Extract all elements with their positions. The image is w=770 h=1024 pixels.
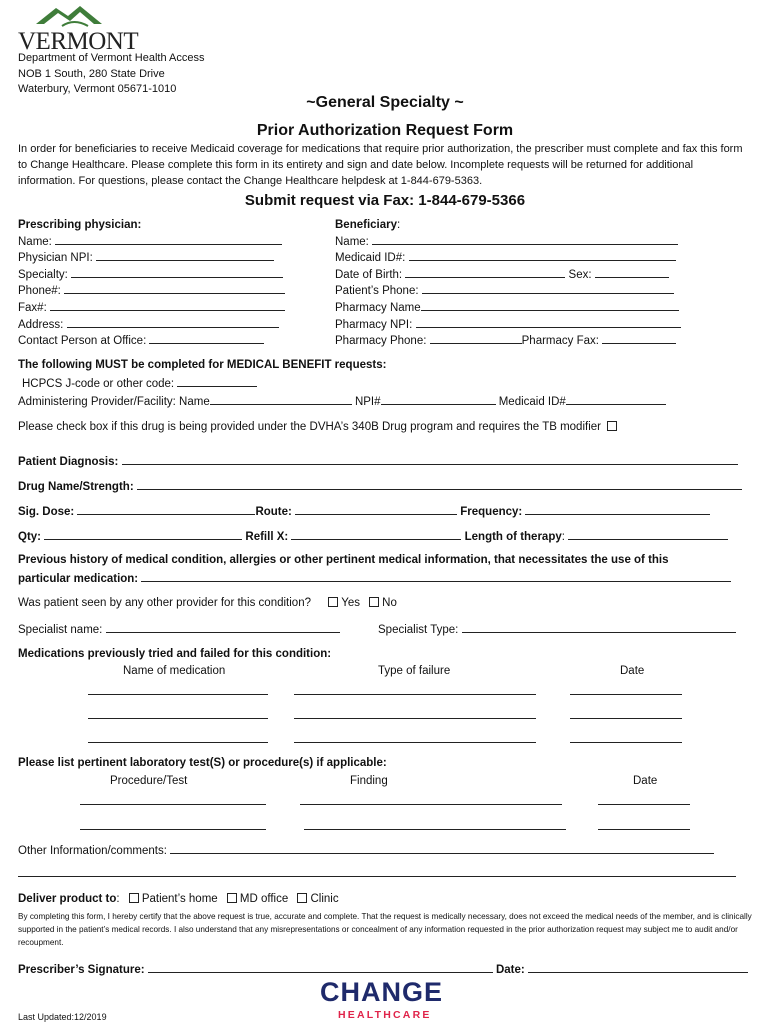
- patient-home-checkbox[interactable]: [129, 893, 139, 903]
- meds-col-name: Name of medication: [123, 665, 226, 677]
- qty-refill-length-field[interactable]: Qty: Refill X: Length of therapy:: [18, 529, 728, 543]
- patient-diagnosis-field[interactable]: Patient Diagnosis:: [18, 454, 738, 468]
- md-office-label: MD office: [239, 893, 289, 905]
- drug-name-field[interactable]: Drug Name/Strength:: [18, 479, 742, 493]
- change-healthcare-logo-sub: HEALTHCARE: [338, 1009, 432, 1021]
- vermont-wordmark: VERMONT: [18, 28, 139, 55]
- clinic-label: Clinic: [310, 893, 339, 905]
- department-name: Department of Vermont Health Access: [18, 52, 205, 64]
- other-info-field[interactable]: Other Information/comments:: [18, 843, 714, 857]
- intro-paragraph: In order for beneficiaries to receive Medicaid coverage for medications that require prior authorization, the prescriber must complete and fax this form to Change Healthcare. Please complete this form in its entirety and sign and date below. Incomplete requests will be returned for additional information. For questions, please contact the Change Healthcare helpdesk at 1-844-679-5363.: [18, 143, 743, 187]
- patient-phone-field[interactable]: Patient’s Phone:: [335, 283, 681, 300]
- specialist-type-field[interactable]: Specialist Type:: [378, 622, 736, 636]
- prescriber-heading: Prescribing physician:: [18, 219, 142, 231]
- medical-benefit-heading: The following MUST be completed for MEDICAL BENEFIT requests:: [18, 359, 387, 371]
- pharmacy-phone-fax-field[interactable]: Pharmacy Phone: Pharmacy Fax:: [335, 333, 681, 350]
- labs-rows[interactable]: [80, 794, 700, 834]
- 340b-program-checkbox-row[interactable]: Please check box if this drug is being provided under the DVHA’s 340B Drug program and requires the TB modifier: [18, 421, 620, 433]
- prescriber-name-field[interactable]: Name:: [18, 234, 285, 251]
- prescriber-section: [18, 218, 285, 350]
- prescriber-address-field[interactable]: Address:: [18, 317, 285, 334]
- city-address: Waterbury, Vermont 05671-1010: [18, 83, 177, 95]
- dob-sex-field[interactable]: Date of Birth: Sex:: [335, 267, 681, 284]
- no-checkbox[interactable]: [369, 597, 379, 607]
- beneficiary-heading: Beneficiary:: [335, 219, 401, 231]
- department-address: [18, 51, 204, 98]
- other-info-line2[interactable]: [18, 866, 736, 880]
- specialist-name-field[interactable]: Specialist name:: [18, 622, 340, 636]
- yes-label: Yes: [341, 597, 360, 609]
- beneficiary-name-field[interactable]: Name:: [335, 234, 681, 251]
- prescriber-specialty-field[interactable]: Specialty:: [18, 267, 285, 284]
- certification-statement: By completing this form, I hereby certify that the above request is true, accurate and complete. That the request is medically necessary, does not exceed the medical needs of the member, and is clinically supported in the patient’s medical records. I also understand that any misrepresentations or concealment of any information requested in the prior authorization request may subject me to audit and/or recoupment.: [18, 912, 752, 947]
- administering-provider-field[interactable]: Administering Provider/Facility: Name NPI# Medicaid ID#: [18, 394, 666, 408]
- patient-home-label: Patient’s home: [141, 893, 218, 905]
- meds-col-failure: Type of failure: [378, 665, 451, 677]
- last-updated: Last Updated:12/2019: [18, 1012, 107, 1022]
- seen-other-provider-row: Was patient seen by any other provider for this condition? Yes No: [18, 597, 397, 609]
- meds-tried-heading: Medications previously tried and failed for this condition:: [18, 648, 332, 660]
- contact-person-field[interactable]: Contact Person at Office:: [18, 333, 285, 350]
- 340b-checkbox[interactable]: [607, 421, 617, 431]
- labs-col-procedure: Procedure/Test: [110, 775, 188, 787]
- form-category-title: ~General Specialty ~: [306, 94, 464, 111]
- meds-tried-rows[interactable]: [88, 684, 688, 754]
- beneficiary-section: [335, 218, 681, 350]
- pharmacy-npi-field[interactable]: Pharmacy NPI:: [335, 317, 681, 334]
- fax-instruction: Submit request via Fax: 1-844-679-5366: [244, 192, 526, 209]
- form-title: Prior Authorization Request Form: [256, 122, 514, 139]
- change-healthcare-logo-word: CHANGE: [320, 977, 444, 1007]
- labs-col-date: Date: [633, 775, 658, 787]
- prescriber-phone-field[interactable]: Phone#:: [18, 283, 285, 300]
- prescriber-npi-field[interactable]: Physician NPI:: [18, 250, 285, 267]
- labs-col-finding: Finding: [350, 775, 388, 787]
- medicaid-id-field[interactable]: Medicaid ID#:: [335, 250, 681, 267]
- history-field[interactable]: particular medication:: [18, 571, 731, 585]
- clinic-checkbox[interactable]: [297, 893, 307, 903]
- meds-col-date: Date: [620, 665, 645, 677]
- signature-field[interactable]: Prescriber’s Signature: Date:: [18, 962, 748, 976]
- md-office-checkbox[interactable]: [227, 893, 237, 903]
- pharmacy-name-field[interactable]: Pharmacy Name: [335, 300, 681, 317]
- no-label: No: [382, 597, 397, 609]
- sig-route-frequency-field[interactable]: Sig. Dose: Route: Frequency:: [18, 504, 710, 518]
- hcpcs-field[interactable]: HCPCS J-code or other code:: [22, 376, 257, 390]
- labs-heading: Please list pertinent laboratory test(S) or procedure(s) if applicable:: [18, 757, 387, 769]
- prescriber-fax-field[interactable]: Fax#:: [18, 300, 285, 317]
- deliver-product-row: Deliver product to: Patient’s home MD office Clinic: [18, 893, 339, 905]
- yes-checkbox[interactable]: [328, 597, 338, 607]
- street-address: NOB 1 South, 280 State Drive: [18, 67, 165, 80]
- history-label: Previous history of medical condition, allergies or other pertinent medical information, that necessitates the use of this: [18, 554, 669, 566]
